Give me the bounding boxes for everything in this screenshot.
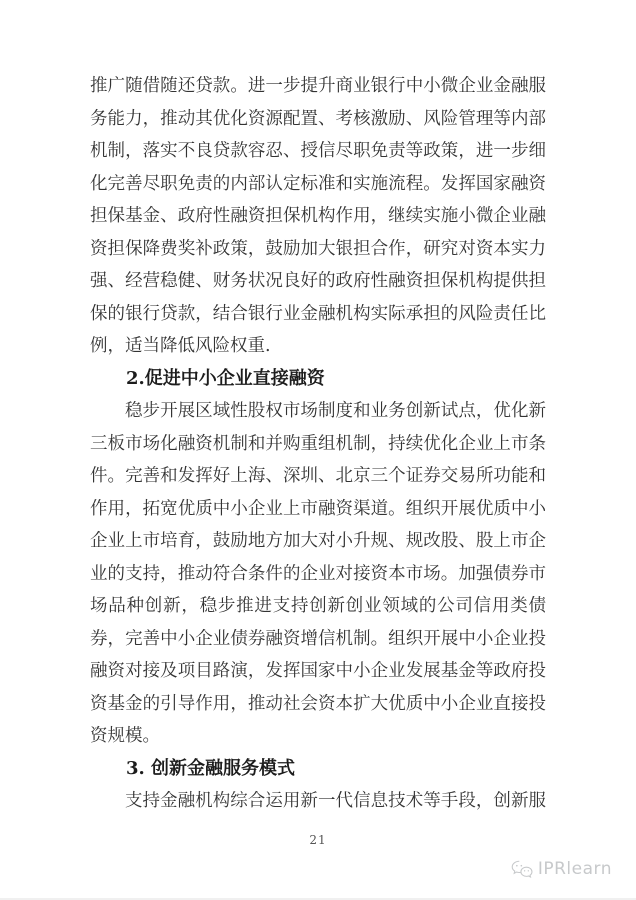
paragraph-bank-loan-policy: [90, 70, 546, 363]
text-line: 业的支持，推动符合条件的企业对接资本市场。加强债券市: [90, 563, 546, 584]
text-line: 件。完善和发挥好上海、深圳、北京三个证券交易所功能和: [90, 466, 546, 486]
text-line: 支持金融机构综合运用新一代信息技术等手段，创新服: [125, 791, 546, 811]
page-number: 21: [309, 833, 327, 847]
text-line: 资担保降费奖补政策，鼓励加大银担合作，研究对资本实力: [90, 238, 546, 259]
paragraph-financial-service-model: [90, 785, 546, 818]
text-line: 保的银行贷款，结合银行业金融机构实际承担的风险责任比: [90, 303, 546, 324]
text-line: 强、经营稳健、财务状况良好的政府性融资担保机构提供担: [90, 271, 546, 291]
text-line: 场品种创新，稳步推进支持创新创业领域的公司信用类债: [90, 596, 546, 616]
text-line: 机制，落实不良贷款容忍、授信尽职免责等政策，进一步细: [90, 141, 546, 161]
page-body: [90, 70, 546, 818]
text-line: 资规模。: [90, 726, 160, 746]
text-line: 三板市场化融资机制和并购重组机制，持续优化企业上市条: [90, 433, 546, 454]
text-line: 例，适当降低风险权重.: [90, 336, 271, 356]
text-line: 融资对接及项目路演，发挥国家中小企业发展基金等政府投: [90, 661, 546, 681]
text-line: 担保基金、政府性融资担保机构作用，继续实施小微企业融: [90, 206, 546, 226]
text-line: 券，完善中小企业债券融资增信机制。组织开展中小企业投: [90, 628, 546, 649]
text-line: 作用，拓宽优质中小企业上市融资渠道。组织开展优质中小: [90, 498, 546, 519]
text-line: 化完善尽职免责的内部认定标准和实施流程。发挥国家融资: [90, 173, 546, 194]
text-line: 推广随借随还贷款。进一步提升商业银行中小微企业金融服: [90, 76, 546, 96]
paragraph-direct-financing: [90, 395, 546, 753]
text-line: 务能力，推动其优化资源配置、考核激励、风险管理等内部: [90, 108, 546, 129]
watermark-label: IPRlearn: [537, 859, 612, 879]
text-line: 资基金的引导作用，推动社会资本扩大优质中小企业直接投: [90, 693, 546, 714]
text-line: 稳步开展区域性股权市场制度和业务创新试点，优化新: [125, 401, 546, 421]
section-heading-direct-financing: 2.促进中小企业直接融资: [126, 367, 325, 389]
text-line: 企业上市培育，鼓励地方加大对小升规、规改股、股上市企: [90, 531, 546, 551]
wechat-icon: [511, 860, 533, 879]
watermark: [511, 859, 612, 879]
section-heading-financial-service-model: 3. 创新金融服务模式: [126, 757, 296, 779]
